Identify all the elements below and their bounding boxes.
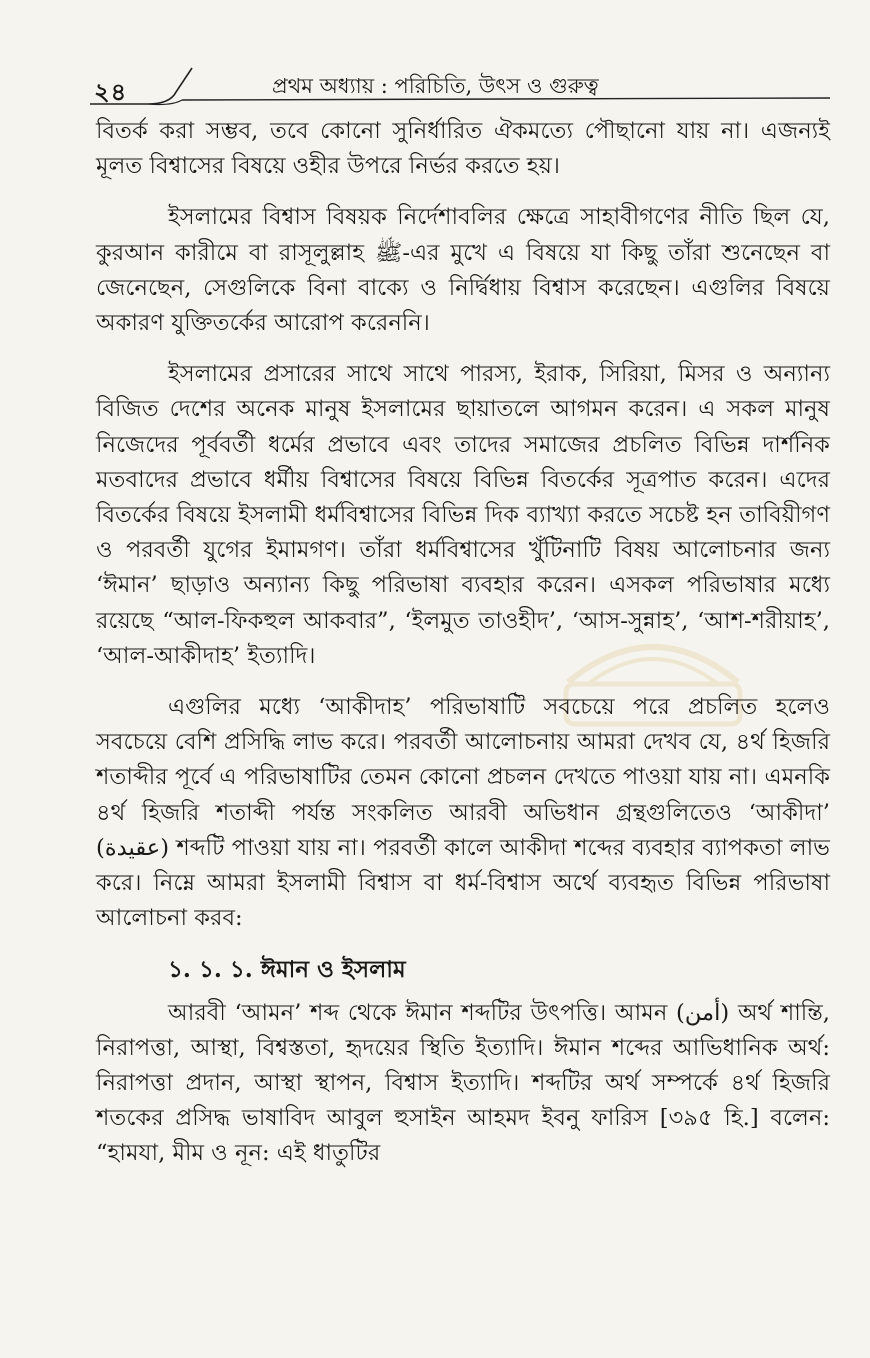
paragraph-1: বিতর্ক করা সম্ভব, তবে কোনো সুনির্ধারিত ঐকমত্যে পৌছানো যায় না। এজন্যই মূলত বিশ্বাসের বিষয়ে ওহীর উপরে নির্ভর করতে হয়। <box>96 118 830 180</box>
chapter-title: প্রথম অধ্যায় : পরিচিতি, উৎস ও গুরুত্ব <box>272 74 599 98</box>
paragraph-2: ইসলামের বিশ্বাস বিষয়ক নির্দেশাবলির ক্ষেত্রে সাহাবীগণের নীতি ছিল যে, কুরআন কারীমে বা রাসূলুল্লাহ ﷺ-এর মুখে এ বিষয়ে যা কিছু তাঁরা শুনেছেন বা জেনেছেন, সেগুলিকে বিনা বাক্যে ও নির্দ্বিধায় বিশ্বাস করেছেন। এগুলির বিষয়ে অকারণ যুক্তিতর্কের আরোপ করেননি। <box>96 204 830 337</box>
page-body <box>96 114 830 1188</box>
paragraph-3: ইসলামের প্রসারের সাথে সাথে পারস্য, ইরাক, সিরিয়া, মিসর ও অন্যান্য বিজিত দেশের অনেক মানুষ ইসলামের ছায়াতলে আগমন করেন। এ সকল মানুষ নিজেদের পূর্ববর্তী ধর্মের প্রভাবে এবং তাদের সমাজের প্রচলিত বিভিন্ন দার্শনিক মতবাদের প্রভাবে ধর্মীয় বিশ্বাসের বিষয়ে বিভিন্ন বিতর্কের সূত্রপাত করেন। এদের বিতর্কের বিষয়ে ইসলামী ধর্মবিশ্বাসের বিভিন্ন দিক ব্যাখ্যা করতে সচেষ্ট হন তাবিয়ীগণ ও পরবর্তী যুগের ইমামগণ। তাঁরা ধর্মবিশ্বাসের খুঁটিনাটি বিষয় আলোচনার জন্য ‘ঈমান’ ছাড়াও অন্যান্য কিছু পরিভাষা ব্যবহার করেন। এসকল পরিভাষার মধ্যে রয়েছে “আল-ফিকহুল আকবার”, ‘ইলমুত তাওহীদ’, ‘আস-সুন্নাহ’, ‘আশ-শরীয়াহ’, ‘আল-আকীদাহ’ ইত্যাদি। <box>96 361 830 669</box>
section-paragraph: আরবী ‘আমন’ শব্দ থেকে ঈমান শব্দটির উৎপত্তি। আমন (أمن) অর্থ শান্তি, নিরাপত্তা, আস্থা, বিশ্বস্ততা, হৃদয়ের স্থিতি ইত্যাদি। ঈমান শব্দের আভিধানিক অর্থ: নিরাপত্তা প্রদান, আস্থা স্থাপন, বিশ্বাস ইত্যাদি। শব্দটির অর্থ সম্পর্কে ৪র্থ হিজরি শতকের প্রসিদ্ধ ভাষাবিদ আবুল হুসাইন আহমদ ইবনু ফারিস [৩৯৫ হি.] বলেন: “হামযা, মীম ও নূন: এই ধাতুটির <box>96 999 830 1167</box>
page-number: ২৪ <box>94 77 128 106</box>
section-heading: ১. ১. ১. ঈমান ও ইসলাম <box>168 956 406 984</box>
paragraph-4: এগুলির মধ্যে ‘আকীদাহ’ পরিভাষাটি সবচেয়ে পরে প্রচলিত হলেও সবচেয়ে বেশি প্রসিদ্ধি লাভ করে। পরবর্তী আলোচনায় আমরা দেখব যে, ৪র্থ হিজরি শতাব্দীর পূর্বে এ পরিভাষাটির তেমন কোনো প্রচলন দেখতে পাওয়া যায় না। এমনকি ৪র্থ হিজরি শতাব্দী পর্যন্ত সংকলিত আরবী অভিধান গ্রন্থগুলিতেও ‘আকীদা’ (عقيدة) শব্দটি পাওয়া যায় না। পরবর্তী কালে আকীদা শব্দের ব্যবহার ব্যাপকতা লাভ করে। নিম্নে আমরা ইসলামী বিশ্বাস বা ধর্ম-বিশ্বাস অর্থে ব্যবহৃত বিভিন্ন পরিভাষা আলোচনা করব: <box>96 694 830 932</box>
page-header <box>90 62 830 110</box>
